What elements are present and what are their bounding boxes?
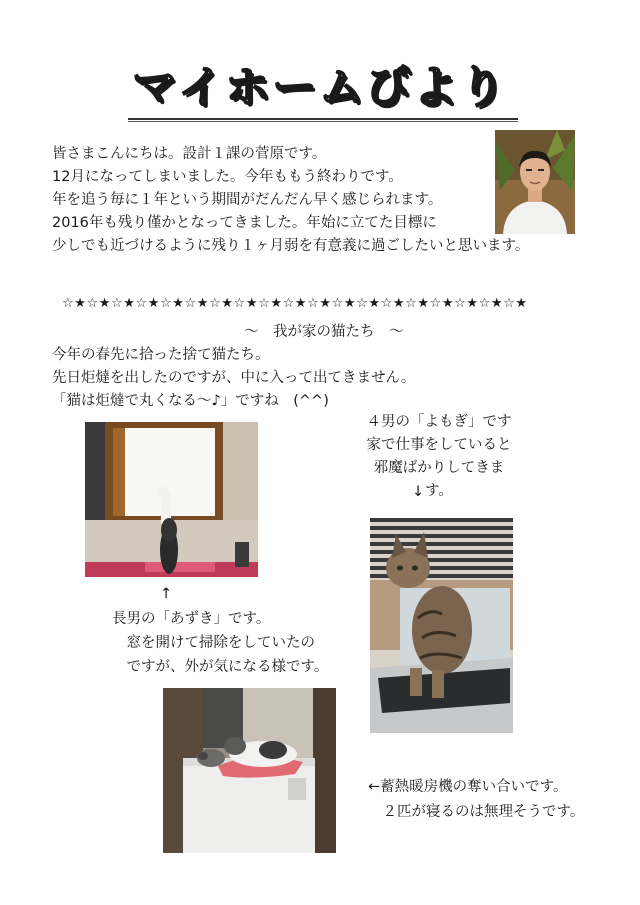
caption-line: 窓を開けて掃除をしていたの xyxy=(112,635,315,651)
arrow-up-icon: ↑ xyxy=(160,586,173,602)
caption-line: 家で仕事をしていると xyxy=(366,437,512,453)
caption-line: 邪魔ばかりしてきます。 xyxy=(373,460,505,499)
intro-paragraph xyxy=(52,143,529,258)
story-line: 今年の春先に拾った捨て猫たち。 xyxy=(52,347,270,363)
story-line: 先日炬燵を出したのですが、中に入って出てきません。 xyxy=(52,370,416,386)
newsletter-title: マイホームびより xyxy=(132,62,508,113)
intro-line: 2016年も残り僅かとなってきました。年始に立てた目標に xyxy=(52,215,437,231)
cat-laptop-photo xyxy=(370,518,513,733)
caption-line: 長男の「あずき」です。 xyxy=(112,611,271,627)
author-portrait xyxy=(495,130,575,234)
section-title: ～ 我が家の猫たち ～ xyxy=(244,324,404,340)
cats-heater-photo xyxy=(163,688,336,853)
story-paragraph xyxy=(52,344,415,413)
intro-line: 年を追う毎に１年という期間がだんだん早く感じられます。 xyxy=(52,192,443,208)
cat-window-photo xyxy=(85,422,258,577)
caption-line: ４男の「よもぎ」です xyxy=(366,414,512,430)
intro-line: 少しでも近づけるように残り１ヶ月弱を有意義に過ごしたいと思います。 xyxy=(52,238,530,254)
heater-caption xyxy=(368,775,584,825)
intro-line: 皆さまこんにちは。設計１課の菅原です。 xyxy=(52,146,327,162)
title-underline-thin xyxy=(128,121,518,122)
yomogi-caption xyxy=(364,411,514,503)
caption-line: ←蓄熱暖房機の奪い合いです。 xyxy=(368,779,568,795)
arrow-down-icon: ↓ xyxy=(412,484,425,500)
story-line: 「猫は炬燵で丸くなる～♪」ですね (^^) xyxy=(52,393,329,409)
intro-line: 12月になってしまいました。今年ももう終わりです。 xyxy=(52,169,403,185)
title-underline xyxy=(128,118,518,120)
star-divider: ☆★☆★☆★☆★☆★☆★☆★☆★☆★☆★☆★☆★☆★☆★☆★☆★☆★☆★☆★ xyxy=(62,296,528,311)
caption-line: ですが、外が気になる様です。 xyxy=(112,659,329,675)
azuki-caption xyxy=(112,607,328,679)
caption-line: ２匹が寝るのは無理そうです。 xyxy=(368,804,585,820)
